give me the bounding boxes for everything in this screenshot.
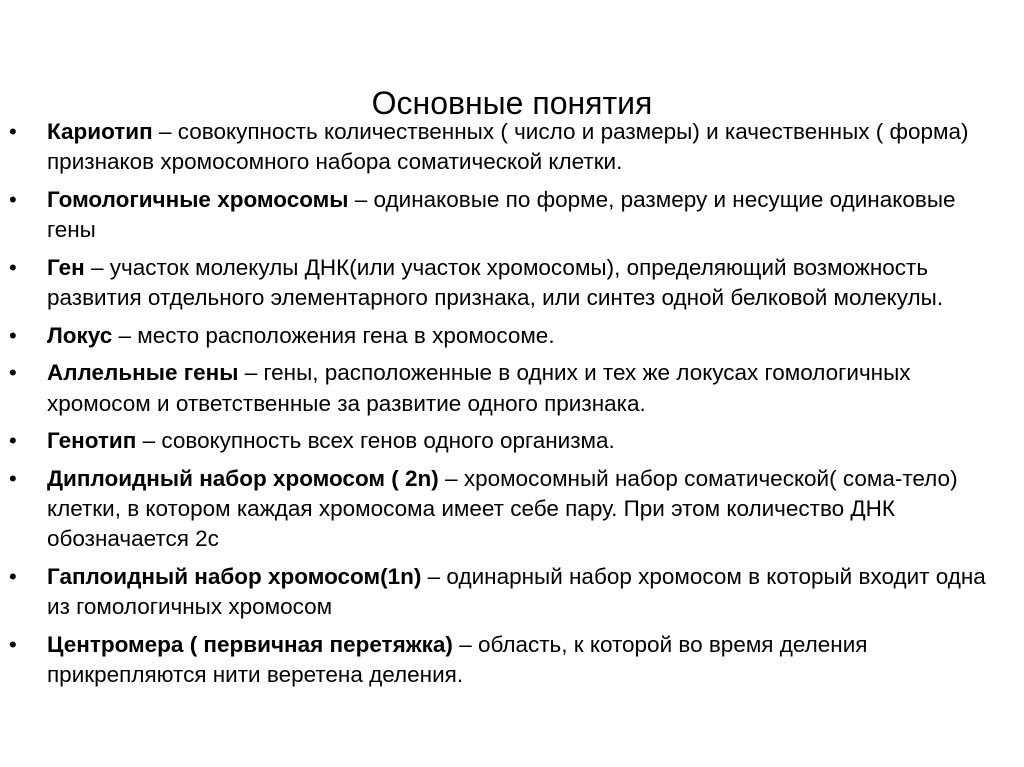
list-item-genotype: [0, 426, 1010, 456]
definition: – область, к которой во время деления прикрепляются нити веретена деления.: [47, 632, 868, 688]
list-item-karyotype: [0, 117, 1010, 177]
term: Гомологичные хромосомы: [47, 186, 349, 212]
term: Гаплоидный набор хромосом(1n): [47, 564, 422, 590]
list-item-gene: [0, 253, 1010, 313]
bullet-icon: •: [9, 632, 17, 658]
term: Кариотип: [47, 119, 153, 144]
bullet-icon: •: [9, 254, 17, 280]
bullet-icon: •: [9, 428, 17, 454]
list-item-haploid-set: [0, 562, 1010, 622]
slide-title: Основные понятия: [371, 85, 653, 122]
definition: – место расположения гена в хромосоме.: [112, 322, 555, 348]
definition: – одинарный набор хромосом в который входит одна из гомологичных хромосом: [47, 564, 986, 620]
term: Локус: [47, 322, 113, 348]
definition: – хромосомный набор соматической( сома-тело) клетки, в котором каждая хромосома имеет себе пару. При этом количество ДНК обозначается 2с: [47, 466, 958, 552]
bullet-icon: •: [9, 119, 17, 144]
list-item-allelic-genes: [0, 358, 1010, 418]
term: Диплоидный набор хромосом ( 2n): [47, 466, 439, 492]
definition: – совокупность всех генов одного организма.: [136, 428, 615, 454]
definition: – гены, расположенные в одних и тех же локусах гомологичных хромосом и ответственные за развитие одного признака.: [47, 360, 911, 416]
definition: – участок молекулы ДНК(или участок хромосомы), определяющий возможность развития отдельного элементарного признака, или синтез одной белковой молекулы.: [47, 254, 944, 311]
list-item-diploid-set: [0, 464, 1010, 555]
bullet-icon: •: [9, 564, 17, 590]
bullet-icon: •: [9, 466, 17, 492]
bullet-icon: •: [9, 360, 17, 386]
definition: – совокупность количественных ( число и размеры) и качественных ( форма) признаков хромосомного набора соматической клетки.: [47, 119, 969, 175]
bullet-icon: •: [9, 186, 17, 212]
bullet-icon: •: [9, 322, 17, 348]
list-item-locus: [0, 321, 1010, 351]
term: Центромера ( первичная перетяжка): [47, 632, 453, 658]
definition: – одинаковые по форме, размеру и несущие одинаковые гены: [47, 186, 956, 243]
term: Генотип: [47, 428, 137, 454]
term: Аллельные гены: [47, 360, 239, 386]
term: Ген: [47, 254, 85, 280]
list-item-centromere: [0, 630, 1010, 690]
definitions-list: [0, 117, 1010, 698]
list-item-homologous-chromosomes: [0, 185, 1010, 245]
